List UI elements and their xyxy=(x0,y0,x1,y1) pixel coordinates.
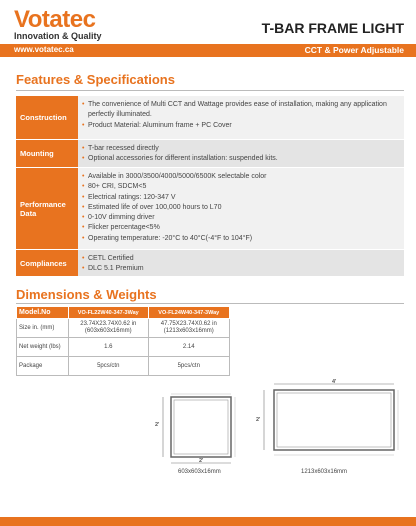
spec-label: Compliances xyxy=(16,250,78,276)
spec-bullet: • T-bar recessed directly xyxy=(82,144,398,154)
large-panel-label: 1213x603x16mm xyxy=(301,469,348,475)
table-cell: Net weight (lbs) xyxy=(17,338,69,357)
spec-bullet: • The convenience of Multi CCT and Wattage provides ease of installation, making any application perfectly illuminated. xyxy=(82,100,398,121)
spec-bullet: • 0-10V dimming driver xyxy=(82,213,398,223)
logo-text: Votatec xyxy=(14,6,96,33)
spec-bullet: • Flicker percentage<5% xyxy=(82,223,398,233)
spec-label: Construction xyxy=(16,96,78,139)
spec-bullet: • DLC 5.1 Premium xyxy=(82,264,398,274)
spec-bullet: • CETL Certified xyxy=(82,254,398,264)
website-url: www.votatec.ca xyxy=(14,45,74,54)
spec-bullet: • Electrical ratings: 120-347 V xyxy=(82,193,398,203)
spec-bullet: • Product Material: Aluminum frame + PC Cover xyxy=(82,121,398,131)
tagline: Innovation & Quality xyxy=(14,31,102,41)
spec-label: Mounting xyxy=(16,140,78,167)
table-cell: 47.75X23.74X0.62 in (1213x603x16mm) xyxy=(148,319,229,338)
large-width-tag: 4' xyxy=(332,379,337,385)
footer-bar xyxy=(0,517,416,526)
table-cell: 2.14 xyxy=(148,338,229,357)
table-cell: 1.6 xyxy=(69,338,149,357)
small-panel-drawing xyxy=(163,394,235,463)
small-panel-label: 603x603x16mm xyxy=(178,469,221,475)
product-title: T-BAR FRAME LIGHT xyxy=(261,20,404,36)
dimensions-heading: Dimensions & Weights xyxy=(16,287,157,302)
spec-label: Performance Data xyxy=(16,168,78,249)
spec-bullet: • 80+ CRI, SDCM<5 xyxy=(82,182,398,192)
small-width-tag: 2' xyxy=(199,458,204,464)
large-panel-drawing xyxy=(264,384,398,455)
column-header: VO-FL22W40-347-3Way xyxy=(69,307,149,319)
table-cell: 5pcs/ctn xyxy=(148,357,229,376)
product-subtitle: CCT & Power Adjustable xyxy=(304,45,404,55)
table-cell: Package xyxy=(17,357,69,376)
large-height-tag: 2' xyxy=(256,417,261,423)
spec-bullet: • Estimated life of over 100,000 hours to L70 xyxy=(82,203,398,213)
small-height-tag: 2' xyxy=(155,422,160,428)
column-header: VO-FL24W40-347-3Way xyxy=(148,307,229,319)
table-cell: Size in. (mm) xyxy=(17,319,69,338)
spec-bullet: • Optional accessories for different installation: suspended kits. xyxy=(82,154,398,164)
table-cell: 5pcs/ctn xyxy=(69,357,149,376)
spec-bullet: • Operating temperature: -20°C to 40°C(-4°F to 104°F) xyxy=(82,234,398,244)
spec-bullet: • Available in 3000/3500/4000/5000/6500K selectable color xyxy=(82,172,398,182)
column-header: Model.No xyxy=(17,307,69,319)
features-heading: Features & Specifications xyxy=(16,72,175,87)
table-cell: 23.74X23.74X0.62 in (603x603x16mm) xyxy=(69,319,149,338)
